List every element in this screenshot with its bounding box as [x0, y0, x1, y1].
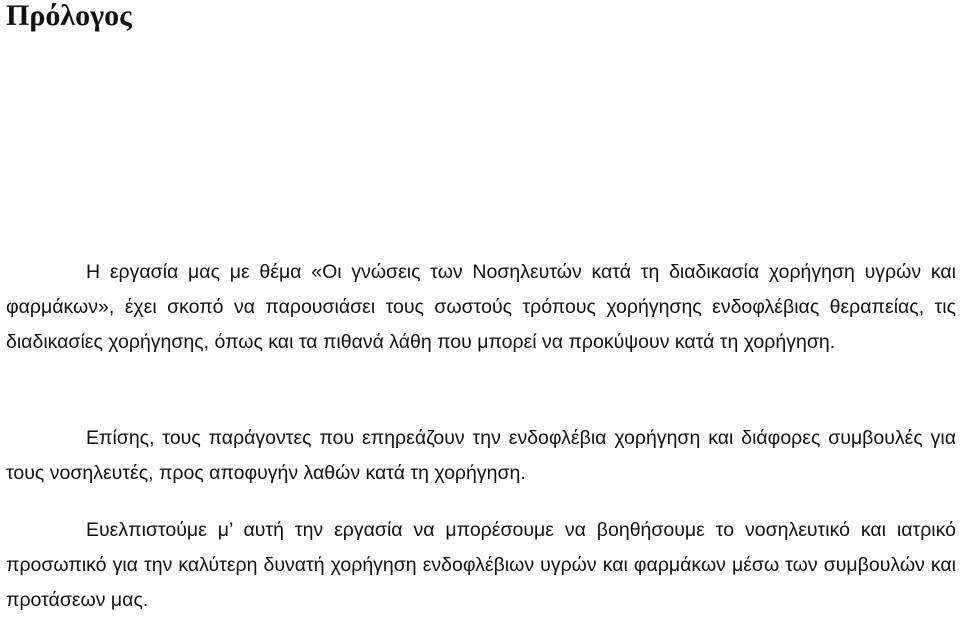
paragraph-intro: Η εργασία μας με θέμα «Οι γνώσεις των Νοσηλευτών κατά τη διαδικασία χορήγηση υγρών και φαρμάκων», έχει σκοπό να παρουσιάσει τους σωστούς τρόπους χορήγησης ενδοφλέβιας θεραπείας, τις διαδικασίες χορήγησης, όπως και τα πιθανά λάθη που μπορεί να προκύψουν κατά τη χορήγηση. [6, 261, 956, 353]
paragraph-factors: Επίσης, τους παράγοντες που επηρεάζουν την ενδοφλέβια χορήγηση και διάφορες συμβουλές για τους νοσηλευτές, προς αποφυγήν λαθών κατά τη χορήγηση. [6, 427, 956, 484]
paragraph-hope: Ευελπιστούμε μ’ αυτή την εργασία να μπορέσουμε να βοηθήσουμε το νοσηλευτικό και ιατρικό προσωπικό για την καλύτερη δυνατή χορήγηση ενδοφλέβιων υγρών και φαρμάκων μέσω των συμβουλών και προτάσεων μας. [6, 519, 956, 611]
page-title: Πρόλογος [6, 0, 132, 32]
